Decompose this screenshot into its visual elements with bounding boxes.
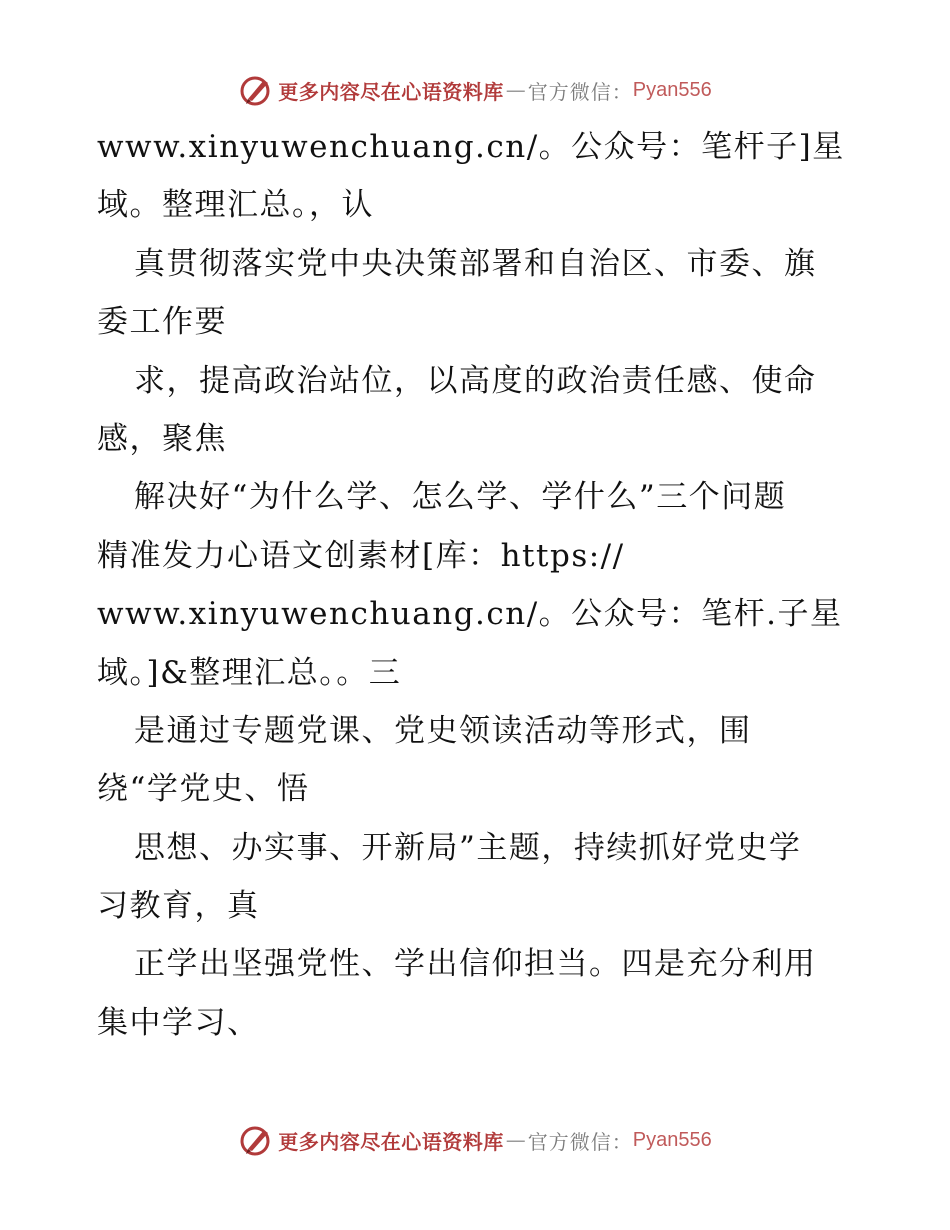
body-line: 解决好“为什么学、怎么学、学什么”三个问题 (134, 479, 787, 516)
footer-wechat-id: Pyan556 (632, 1128, 712, 1151)
document-body (97, 118, 857, 1052)
body-line: 域。整理汇总。，认 (97, 187, 374, 224)
body-line: 集中学习、 (97, 1004, 260, 1041)
body-line: 委工作要 (97, 304, 227, 341)
body-line: 真贯彻落实党中央决策部署和自治区、市委、旗 (134, 245, 817, 282)
header-wechat-label: 官方微信： (527, 79, 633, 104)
body-line: 感，聚焦 (97, 420, 227, 457)
header-wechat-id: Pyan556 (632, 78, 712, 101)
body-line: www.xinyuwenchuang.cn/。公众号：笔杆子]星 (97, 129, 845, 165)
footer-wechat-label: 官方微信： (527, 1129, 633, 1154)
pen-logo-icon (238, 72, 274, 108)
body-line: 绕“学党史、悟 (97, 771, 310, 808)
header-banner (0, 70, 950, 110)
body-line: 是通过专题党课、党史领读活动等形式，围 (134, 712, 752, 749)
footer-banner (0, 1120, 950, 1160)
header-brand-text: 更多内容尽在心语资料库 (278, 79, 504, 104)
pen-logo-icon (238, 1122, 274, 1158)
footer-brand-text: 更多内容尽在心语资料库 (278, 1129, 504, 1154)
body-line: 域。]&整理汇总。。三 (97, 654, 402, 691)
body-line: 正学出坚强党性、学出信仰担当。四是充分利用 (134, 946, 817, 983)
body-line: 思想、办实事、开新局”主题，持续抓好党史学 (134, 829, 802, 866)
body-line: 精准发力心语文创素材[库：https:// (97, 537, 625, 574)
footer-separator: — (505, 1128, 526, 1152)
body-line: 习教育，真 (97, 888, 260, 925)
body-line: www.xinyuwenchuang.cn/。公众号：笔杆.子星 (97, 596, 843, 633)
body-line: 求，提高政治站位，以高度的政治责任感、使命 (134, 362, 817, 399)
header-separator: — (505, 78, 526, 102)
